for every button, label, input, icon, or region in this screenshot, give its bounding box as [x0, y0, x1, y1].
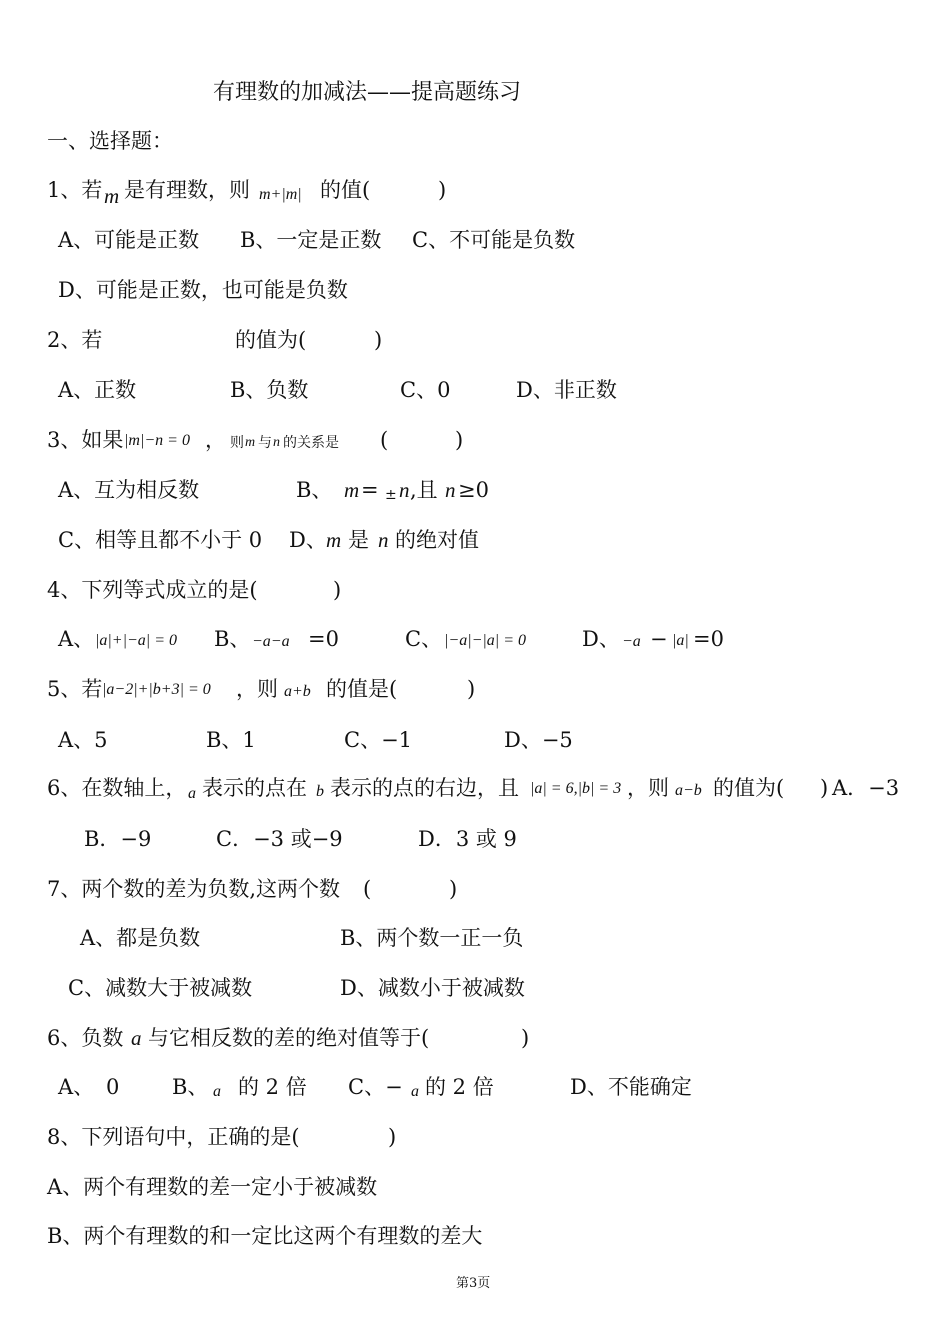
- q1-text: 是有理数，则: [124, 178, 250, 202]
- q6-a-minus-b: a−b: [675, 782, 702, 799]
- page-title: 有理数的加减法——提高题练习: [213, 80, 522, 105]
- q4-option-a-label: A、: [58, 627, 95, 651]
- q4-paren-close: ): [333, 578, 342, 602]
- q7-option-c: C、减数大于被减数: [68, 976, 253, 1000]
- q4-option-d-label: D、: [582, 627, 620, 651]
- q6-var-b: b: [316, 783, 324, 800]
- q8-text: 8、下列语句中，正确的是(: [47, 1125, 300, 1149]
- q8-option-a: A、两个有理数的差一定小于被减数: [47, 1175, 378, 1199]
- q6-option-b: B．−9: [84, 827, 152, 851]
- q1-paren-close: ): [438, 178, 447, 202]
- q4-option-b-label: B、: [214, 627, 251, 651]
- q3-var-m: m: [245, 435, 256, 450]
- q3-condition: |m|−n = 0: [124, 432, 190, 449]
- q3-option-b-and: ,且: [410, 478, 438, 502]
- q4-option-d-neg-a: −a: [622, 633, 641, 650]
- q7-paren-open: (: [363, 877, 372, 901]
- q4-option-c-expr: |−a|−|a| = 0: [444, 632, 526, 649]
- q2-option-d: D、非正数: [516, 378, 617, 402]
- q6-option-a: A．−3: [832, 776, 900, 800]
- q3-option-a: A、互为相反数: [58, 478, 200, 502]
- q5-option-b: B、1: [206, 728, 256, 752]
- q6-then: ，则: [627, 776, 669, 800]
- q3-relation: 的关系是: [283, 435, 339, 451]
- q6b-option-d: D、不能确定: [570, 1075, 692, 1099]
- q1-option-d: D、可能是正数，也可能是负数: [58, 278, 348, 302]
- q3-option-d-is: 是: [348, 528, 369, 552]
- q6b-option-b-text: 的 2 倍: [238, 1075, 307, 1099]
- q4-option-c-label: C、: [405, 627, 443, 651]
- q1-expression: m+|m|: [259, 186, 302, 203]
- q3-var-n: n: [273, 435, 280, 450]
- q3-prefix: 3、如果: [47, 428, 124, 452]
- q1-option-b: B、一定是正数: [240, 228, 382, 252]
- q7-paren-close: ): [449, 877, 458, 901]
- section-heading: 一、选择题：: [47, 129, 173, 153]
- page-number: 第3页: [456, 1276, 491, 1291]
- q3-option-b-pm: ±: [385, 487, 397, 503]
- q6b-option-c-var: a: [411, 1083, 419, 1100]
- q5-condition: |a−2|+|b+3| = 0: [102, 681, 211, 698]
- q4-text: 4、下列等式成立的是(: [47, 578, 258, 602]
- q6b-option-c-label: C、−: [348, 1075, 403, 1099]
- q5-paren-close: ): [467, 677, 476, 701]
- q5-text: 的值是(: [326, 677, 398, 701]
- q6-condition: |a| = 6,|b| = 3: [530, 780, 622, 797]
- q4-option-d-minus: −: [650, 627, 668, 651]
- q8-paren-close: ): [388, 1125, 397, 1149]
- q1-prefix: 1、若: [47, 178, 103, 202]
- q1-var-m: m: [104, 184, 120, 208]
- q3-and: 与: [258, 435, 272, 451]
- q5-then: ，则: [236, 677, 278, 701]
- q3-option-b-ge: ≥0: [458, 478, 489, 502]
- q7-text: 7、两个数的差为负数,这两个数: [47, 877, 341, 901]
- q2-option-c: C、0: [400, 378, 451, 402]
- q2-option-a: A、正数: [58, 378, 137, 402]
- q6b-var-a: a: [131, 1026, 142, 1050]
- q4-option-d-eq: =0: [693, 627, 724, 651]
- q2-option-b: B、负数: [230, 378, 309, 402]
- q5-option-a: A、5: [58, 728, 108, 752]
- q3-option-b-m: m: [344, 478, 360, 502]
- q6-option-d: D．3 或 9: [418, 827, 517, 851]
- q3-paren-open: (: [380, 428, 389, 452]
- q4-option-b-eq: =0: [308, 627, 339, 651]
- q7-option-b: B、两个数一正一负: [340, 926, 524, 950]
- q6-text-2: 表示的点的右边，且: [330, 776, 519, 800]
- q3-option-b-n: n: [399, 478, 410, 502]
- q3-option-d-m: m: [326, 528, 342, 552]
- q4-option-a-expr: |a|+|−a| = 0: [95, 632, 177, 649]
- q6-paren-close: ): [820, 776, 829, 800]
- q6b-prefix: 6、负数: [47, 1026, 124, 1050]
- q6b-option-c-text: 的 2 倍: [425, 1075, 494, 1099]
- q6-text-3: 的值为(: [713, 776, 785, 800]
- q7-option-a: A、都是负数: [80, 926, 201, 950]
- q6-prefix: 6、在数轴上，: [47, 776, 187, 800]
- q5-a-plus-b: a+b: [284, 683, 311, 700]
- q6-option-c: C．−3 或−9: [216, 827, 343, 851]
- q2-text: 的值为(: [235, 328, 307, 352]
- q3-option-d-text: 的绝对值: [395, 528, 479, 552]
- q6b-option-a-label: A、: [58, 1075, 95, 1099]
- q6-text: 表示的点在: [202, 776, 307, 800]
- q4-option-d-abs: |a|: [672, 632, 689, 649]
- q6b-option-a-value: 0: [106, 1075, 120, 1099]
- q3-comma: ，: [205, 428, 226, 452]
- q6b-paren-close: ): [521, 1026, 530, 1050]
- q5-prefix: 5、若: [47, 677, 103, 701]
- q3-option-c: C、相等且都不小于 0: [58, 528, 263, 552]
- q6b-text: 与它相反数的差的绝对值等于(: [148, 1026, 430, 1050]
- q3-option-b-eq: =: [361, 478, 379, 502]
- q3-then: 则: [230, 435, 244, 451]
- q3-option-d-label: D、: [289, 528, 327, 552]
- q1-text-2: 的值(: [320, 178, 371, 202]
- q3-option-b-label: B、: [296, 478, 333, 502]
- q5-option-d: D、−5: [504, 728, 573, 752]
- q2-paren-close: ): [374, 328, 383, 352]
- q2-prefix: 2、若: [47, 328, 103, 352]
- q4-option-b-expr: −a−a: [252, 633, 290, 650]
- q7-option-d: D、减数小于被减数: [340, 976, 525, 1000]
- q5-option-c: C、−1: [344, 728, 413, 752]
- q6-var-a: a: [188, 785, 196, 802]
- q3-paren-close: ): [455, 428, 464, 452]
- q8-option-b: B、两个有理数的和一定比这两个有理数的差大: [47, 1224, 483, 1248]
- q1-option-c: C、不可能是负数: [412, 228, 576, 252]
- q1-option-a: A、可能是正数: [58, 228, 200, 252]
- q6b-option-b-var: a: [213, 1083, 221, 1100]
- q6b-option-b-label: B、: [172, 1075, 209, 1099]
- q3-option-b-n2: n: [445, 478, 456, 502]
- q3-option-d-n: n: [378, 528, 389, 552]
